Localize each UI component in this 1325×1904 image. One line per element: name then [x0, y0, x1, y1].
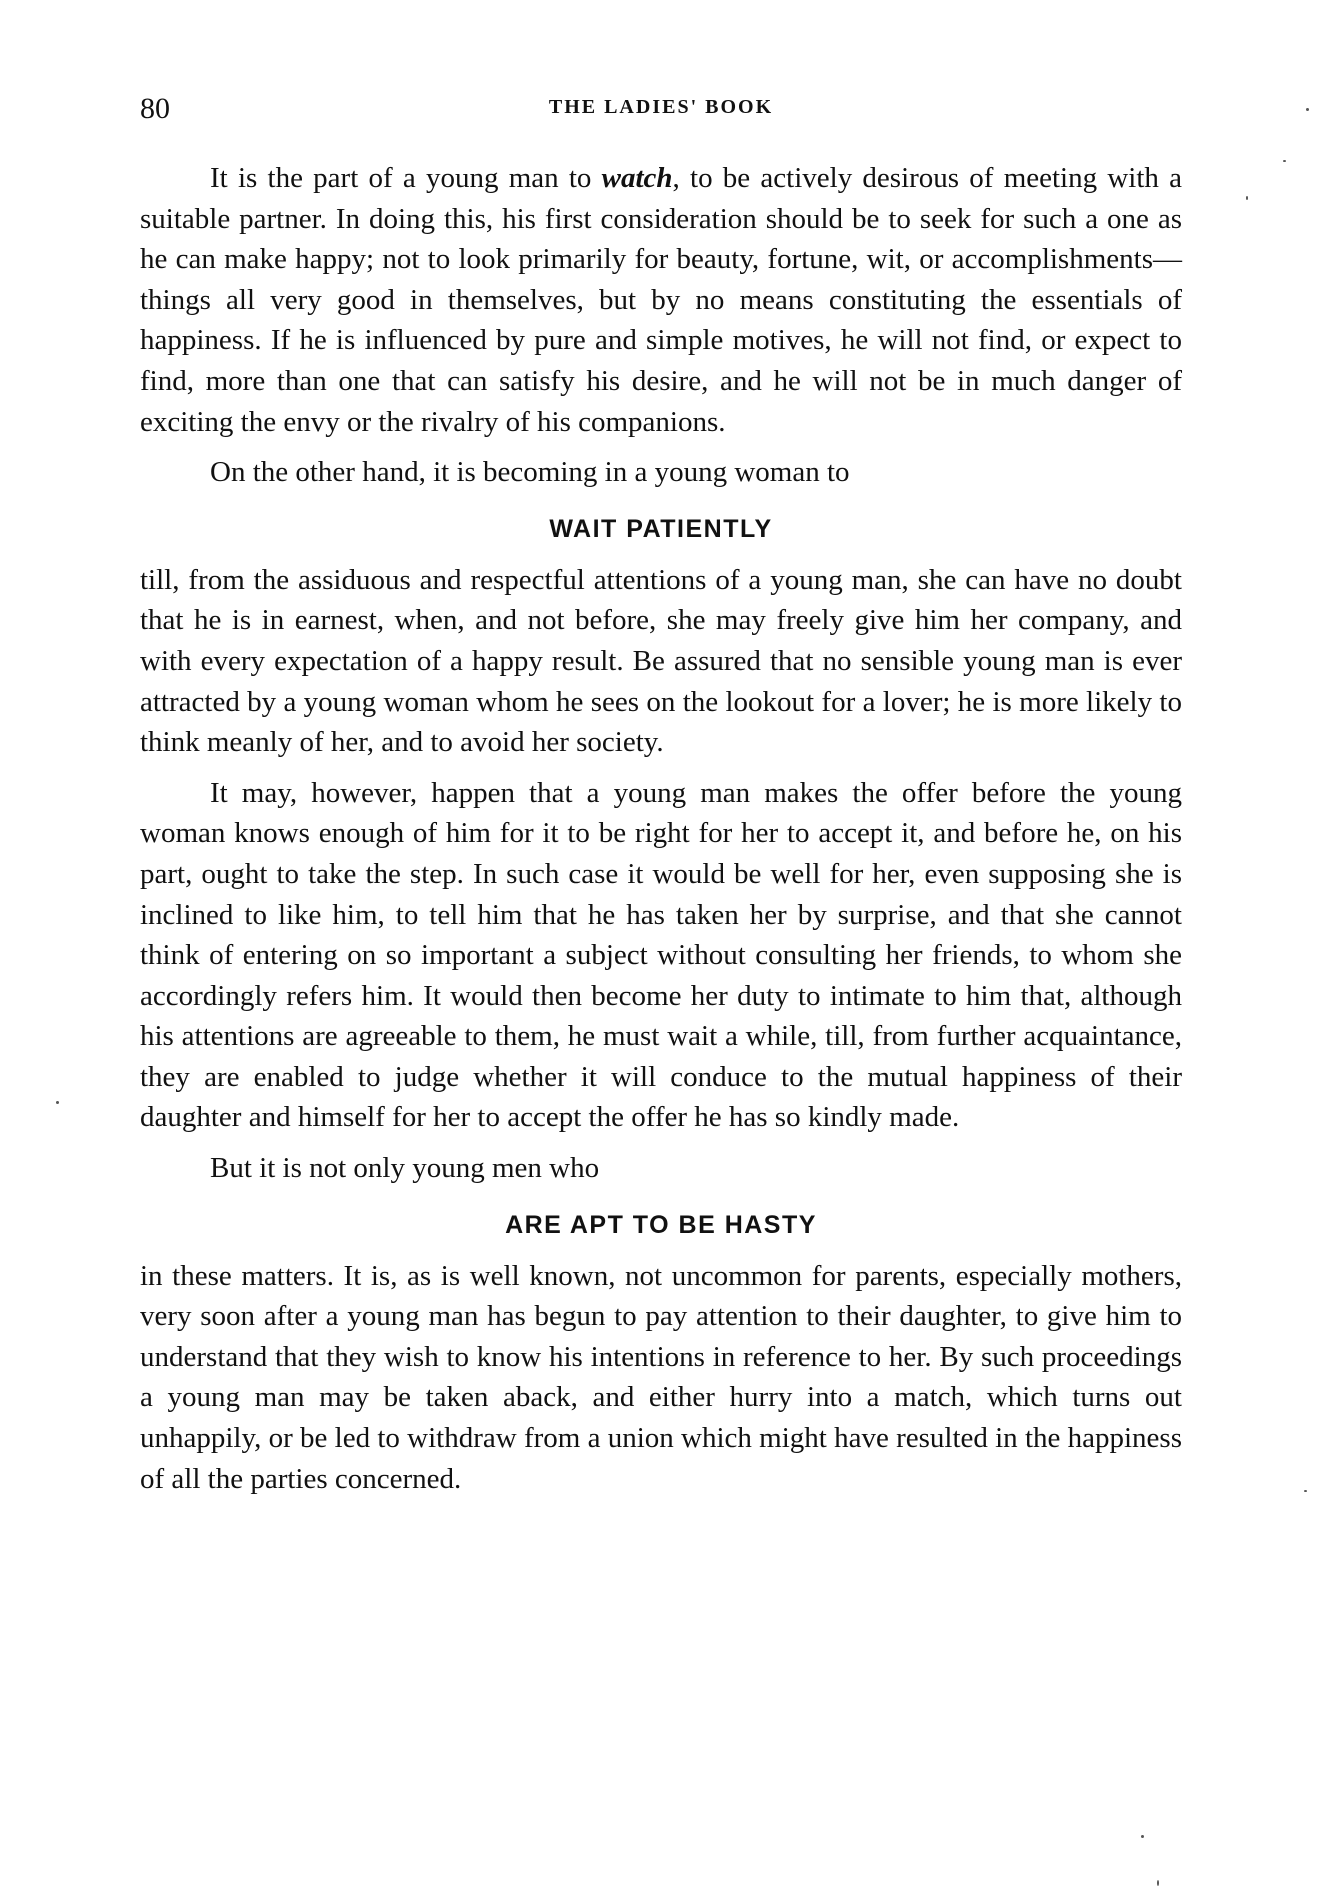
scan-speck [1283, 160, 1286, 162]
scan-speck [56, 1101, 59, 1104]
paragraph-4: It may, however, happen that a young man makes the offer before the young woman knows enough of him for it to be right for her to accept it, and before he, on his part, ought to take the step. In such case it would be well for her, even supposing she is inclined to like him, to tell him that he has taken her by surprise, and that she cannot think of entering on so important a subject without consulting her friends, to whom she accordingly refers him. It would then become her duty to intimate to him that, although his attentions are agreeable to them, he must wait a while, till, from further acquaintance, they are enabled to judge whether it will conduce to the mutual happiness of their daughter and himself for her to accept the offer he has so kindly made. [140, 776, 1182, 1134]
scan-speck [1141, 1835, 1144, 1838]
paragraph-3: till, from the assiduous and respectful attentions of a young man, she can have no doubt that he is in earnest, when, and not before, she may freely give him her company, and with every expectation of a happy result. Be assured that no sensible young man is ever attracted by a young woman whom he sees on the lookout for a lover; he is more likely to think meanly of her, and to avoid her society. [140, 563, 1182, 759]
emphasis-watch: watch [601, 162, 673, 194]
scan-speck [1306, 108, 1309, 111]
book-title: THE LADIES' BOOK [548, 96, 774, 118]
paragraph-6: in these matters. It is, as is well known, not uncommon for parents, especially mothers, very soon after a young man has begun to pay attention to their daughter, to give him to understand that they wish to know his intentions in reference to her. By such proceedings a young man may be taken aback, and either hurry into a match, which turns out unhappily, or be led to withdraw from a union which might have resulted in the happiness of all the parties concerned. [140, 1259, 1182, 1495]
scan-speck [1157, 1880, 1159, 1886]
section-heading-wait-patiently: WAIT PATIENTLY [549, 514, 773, 543]
paragraph-1 [140, 158, 1182, 442]
paragraph-1-rest: , to be actively desirous of meeting with a suitable partner. In doing this, his first consideration should be to seek for such a one as he can make happy; not to look primarily for beauty, fortune, wit, or accomplishments—things all very good in themselves, but by no means constituting the essentials of happiness. If he is influenced by pure and simple motives, he will not find, or expect to find, more than one that can satisfy his desire, and he will not be in much danger of exciting the envy or the rivalry of his companions. [140, 162, 1182, 438]
paragraph-5: But it is not only young men who [210, 1152, 600, 1185]
scan-speck [1304, 1490, 1307, 1492]
scan-speck [1246, 196, 1248, 200]
page-number: 80 [140, 92, 170, 125]
paragraph-1-start: It is the part of a young man to [210, 162, 602, 194]
body-text [140, 158, 1182, 1499]
paragraph-2: On the other hand, it is becoming in a young woman to [210, 456, 850, 489]
section-heading-apt-to-be-hasty: ARE APT TO BE HASTY [505, 1210, 817, 1239]
running-head [140, 92, 1182, 128]
